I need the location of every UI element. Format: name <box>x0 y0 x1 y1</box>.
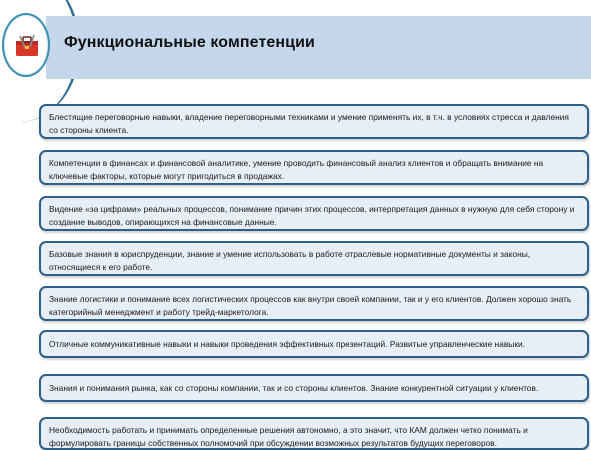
competency-card-5: Знание логистики и понимание всех логистических процессов как внутри своей компании, так и у его клиентов. Должен хорошо знать категорийный менеджмент и работу трейд-маркетолога. <box>39 286 589 321</box>
competency-card-6: Отличные коммуникативные навыки и навыки проведения эффективных презентаций. Развитые управленческие навыки. <box>39 330 589 358</box>
page-title: Функциональные компетенции <box>64 34 315 51</box>
competency-card-4: Базовые знания в юриспруденции, знание и умение использовать в работе отраслевые нормативные документы и законы, относящиеся к его работе. <box>39 241 589 276</box>
competency-card-1: Блестящие переговорные навыки, владение переговорными техниками и умение применять их, в т.ч. в условиях стресса и давления со стороны клиента. <box>39 104 589 139</box>
toolbox-icon <box>13 32 41 60</box>
competency-card-3: Видение «за цифрами» реальных процессов, понимание причин этих процессов, интерпретация данных в нужную для себя сторону и создание выводов, опирающихся на финансовые данные. <box>39 196 589 231</box>
competency-card-8: Необходимость работать и принимать определенные решения автономно, а это значит, что КАМ должен четко понимать и формулировать границы собственных полномочий при обсуждении возможных результатов будущих переговоров. <box>39 417 589 450</box>
competency-card-7: Знания и понимания рынка, как со стороны компании, так и со стороны клиентов. Знание конкурентной ситуации у клиентов. <box>39 374 589 402</box>
competency-card-2: Компетенции в финансах и финансовой аналитике, умение проводить финансовый анализ клиентов и обращать внимание на ключевые факторы, которые могут пригодиться в продажах. <box>39 150 589 185</box>
icon-badge <box>2 13 50 77</box>
